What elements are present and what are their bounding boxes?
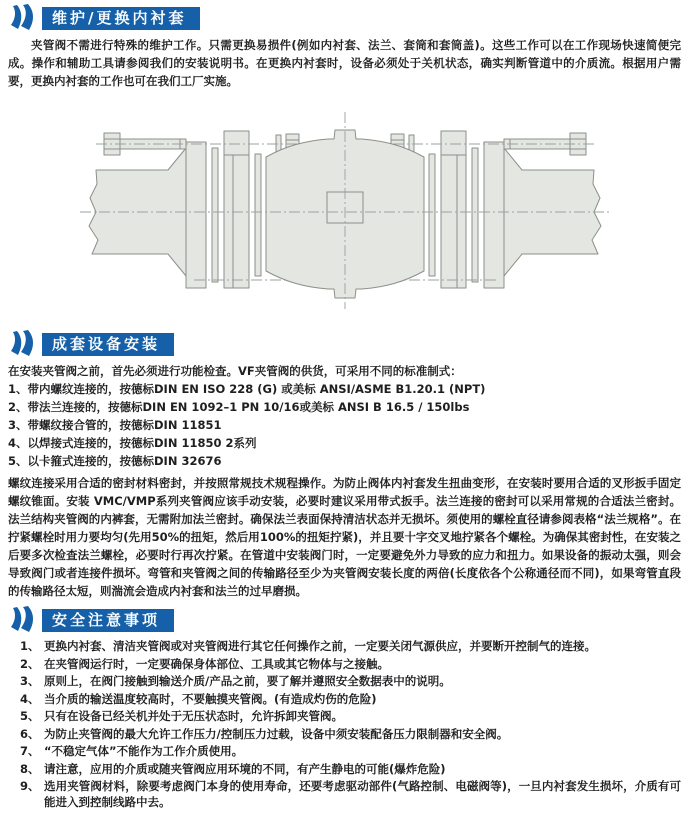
swoosh-icon bbox=[8, 4, 38, 30]
safety-item-number: 2、 bbox=[20, 656, 40, 671]
section-header-maintenance bbox=[8, 6, 681, 30]
installation-paragraph: 螺纹连接采用合适的密封材料密封，并按照常规技术规程操作。为防止阀体内衬套发生扭曲变形，在安装时要用合适的叉形扳手固定螺纹锥面。安装 VMC/VMP系列夹管阀应该手动安装，必要时建议采用带式扳手。法兰连接的密封可以采用常规的合适法兰密封。法兰结构夹管阀的内裤套，无需附加法兰密封。确保法兰表面保持清洁状态并无损坏。须使用的螺栓直径请参阅表格“法兰规格”。在拧紧螺栓时用力要均匀(先用50%的扭矩，然后用100%的扭矩拧紧)，并且要十字交叉地拧紧各个螺栓。为确保其密封性，在安装之后要多次检查法兰螺栓，必要时行再次拧紧。在管道中安装阀门时，一定要避免外力导致的应力和扭力。如果设备的振动太强，则会导致阀门或者连接件损坏。弯管和夹管阀之间的传输路径至少为夹管阀安装长度的两倍(长度依各个公称通径而不同)，如果弯管直段的传输路径太短，则湍流会造成内衬套和法兰的过早磨损。 bbox=[8, 476, 681, 598]
section-title-maintenance: 维护/更换内衬套 bbox=[42, 7, 200, 30]
safety-item-number: 1、 bbox=[20, 639, 40, 653]
safety-item-text: 更换内衬套、清洁夹管阀或对夹管阀进行其它任何操作之前，一定要关闭气源供应，并要断开控制气的连接。 bbox=[44, 639, 596, 653]
swoosh-icon bbox=[8, 330, 38, 356]
safety-item bbox=[20, 638, 681, 654]
safety-item-text: 在夹管阀运行时，一定要确保身体部位、工具或其它物体与之接触。 bbox=[44, 656, 389, 671]
safety-item bbox=[20, 691, 681, 707]
installation-intro: 在安装夹管阀之前，首先必须进行功能检查。VF夹管阀的供货，可采用不同的标准制式： bbox=[8, 364, 462, 378]
safety-item bbox=[20, 726, 681, 742]
safety-item-text: “不稳定气体”不能作为工作介质使用。 bbox=[44, 744, 244, 758]
section-title-installation: 成套设备安装 bbox=[42, 333, 174, 356]
safety-item bbox=[20, 708, 681, 724]
standard-item: 3、带螺纹接合管的，按德标DIN 11851 bbox=[8, 418, 222, 432]
safety-item-number: 8、 bbox=[20, 761, 40, 776]
safety-list bbox=[8, 638, 681, 810]
section-title-safety: 安全注意事项 bbox=[42, 609, 174, 632]
safety-item-number: 7、 bbox=[20, 744, 40, 758]
maintenance-paragraph: 夹管阀不需进行特殊的维护工作。只需更换易损件(例如内衬套、法兰、套筒和套筒盖)。这些工作可以在工作现场快速简便完成。操作和辅助工具请参阅我们的安装说明书。在更换内衬套时，设备必须处于关机状态，确实判断管道中的介质流。根据用户需要，更换内衬套的工作也可在我们工厂实施。 bbox=[8, 38, 681, 88]
safety-item bbox=[20, 778, 681, 810]
safety-item bbox=[20, 743, 681, 759]
safety-item-text: 请注意，应用的介质或随夹管阀应用环境的不同，有产生静电的可能(爆炸危险) bbox=[44, 761, 446, 776]
safety-item-number: 3、 bbox=[20, 674, 40, 688]
safety-item bbox=[20, 673, 681, 689]
safety-item-text: 选用夹管阀材料，除要考虑阀门本身的使用寿命，还要考虑驱动部件(气路控制、电磁阀等)，一旦内衬套发生损坏，介质有可能进入到控制线路中去。 bbox=[44, 779, 681, 809]
pinch-valve-drawing bbox=[80, 104, 610, 324]
standards-list bbox=[8, 380, 681, 470]
standard-item: 4、以焊接式连接的，按德标DIN 11850 2系列 bbox=[8, 436, 257, 450]
safety-item-text: 原则上，在阀门接触到输送介质/产品之前，要了解并遵照安全数据表中的说明。 bbox=[44, 674, 451, 688]
safety-item-number: 5、 bbox=[20, 709, 40, 723]
safety-item bbox=[20, 656, 681, 672]
standard-item: 5、以卡箍式连接的，按德标DIN 32676 bbox=[8, 454, 222, 468]
safety-item-text: 只有在设备已经关机并处于无压状态时，允许拆卸夹管阀。 bbox=[44, 709, 343, 723]
safety-item-number: 4、 bbox=[20, 691, 40, 706]
section-header-safety bbox=[8, 608, 681, 632]
swoosh-icon bbox=[8, 606, 38, 632]
safety-item-text: 当介质的输送温度较高时，不要触摸夹管阀。(有造成灼伤的危险) bbox=[44, 691, 377, 706]
safety-item-text: 为防止夹管阀的最大允许工作压力/控制压力过载，设备中须安装配备压力限制器和安全阀。 bbox=[44, 726, 509, 741]
section-header-installation bbox=[8, 332, 681, 356]
safety-item-number: 9、 bbox=[20, 779, 40, 793]
standard-item: 2、带法兰连接的，按德标DIN EN 1092–1 PN 10/16或美标 ANSI B 16.5 / 150lbs bbox=[8, 400, 470, 414]
safety-item bbox=[20, 761, 681, 777]
standard-item: 1、带内螺纹连接的，按德标DIN EN ISO 228 (G) 或美标 ANSI/ASME B1.20.1 (NPT) bbox=[8, 382, 486, 396]
pinch-valve-diagram bbox=[80, 104, 610, 324]
safety-item-number: 6、 bbox=[20, 726, 40, 741]
